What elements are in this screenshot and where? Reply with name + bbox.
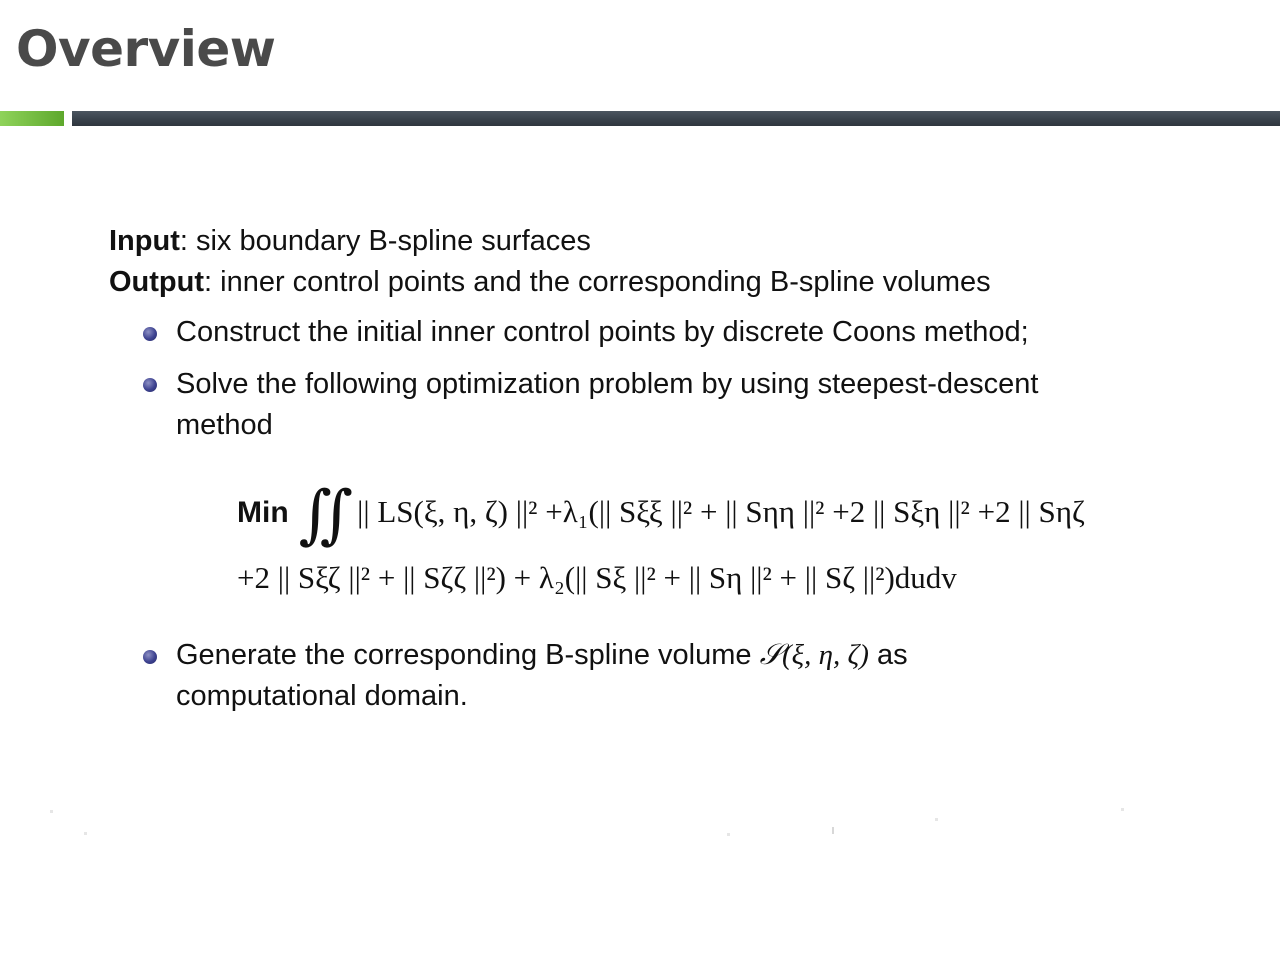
output-label: Output bbox=[109, 266, 205, 298]
bullet-2-text-cont: method bbox=[176, 409, 273, 441]
bullet-3-text-cont: computational domain. bbox=[176, 680, 468, 712]
scan-artifact bbox=[50, 810, 53, 813]
title-divider-bar bbox=[0, 111, 1280, 126]
bullet-3-text bbox=[176, 635, 908, 676]
bullet-marker bbox=[143, 650, 157, 664]
input-text: : six boundary B-spline surfaces bbox=[179, 225, 591, 257]
scan-artifact bbox=[1121, 808, 1124, 811]
bullet-1-text: Construct the initial inner control points by discrete Coons method; bbox=[176, 316, 1029, 348]
input-label: Input bbox=[109, 225, 180, 257]
scan-artifact bbox=[832, 827, 834, 834]
output-text: : inner control points and the corresponding B-spline volumes bbox=[204, 266, 991, 298]
formula-line-2-text: +2 || Sξζ ||² + || Sζζ ||²) + λ₂(|| Sξ ||² + || Sη ||² + || Sζ ||²)dudv bbox=[237, 560, 957, 595]
formula-line-2 bbox=[237, 560, 957, 596]
slide-title: Overview bbox=[16, 20, 276, 78]
output-line bbox=[109, 264, 991, 300]
scan-artifact bbox=[84, 832, 87, 835]
bullet-3-math: 𝒮(ξ, η, ζ) bbox=[759, 639, 869, 671]
formula-min-label: Min bbox=[237, 496, 289, 529]
double-integral-icon: ∬ bbox=[298, 478, 336, 552]
bullet-marker bbox=[143, 378, 157, 392]
input-line bbox=[109, 223, 591, 259]
title-bar-accent bbox=[0, 111, 64, 126]
bullet-3-prefix: Generate the corresponding B-spline volume bbox=[176, 639, 752, 671]
bullet-3-suffix: as bbox=[876, 639, 908, 671]
bullet-marker bbox=[143, 327, 157, 341]
title-bar-rule bbox=[72, 111, 1280, 126]
bullet-2-text: Solve the following optimization problem by using steepest-descent bbox=[176, 368, 1039, 400]
scan-artifact bbox=[727, 833, 730, 836]
scan-artifact bbox=[935, 818, 938, 821]
formula-line-1-text: || LS(ξ, η, ζ) ||² +λ₁(|| Sξξ ||² + || Sηη ||² +2 || Sξη ||² +2 || Sηζ bbox=[357, 494, 1085, 529]
formula-line-1 bbox=[237, 478, 1085, 552]
